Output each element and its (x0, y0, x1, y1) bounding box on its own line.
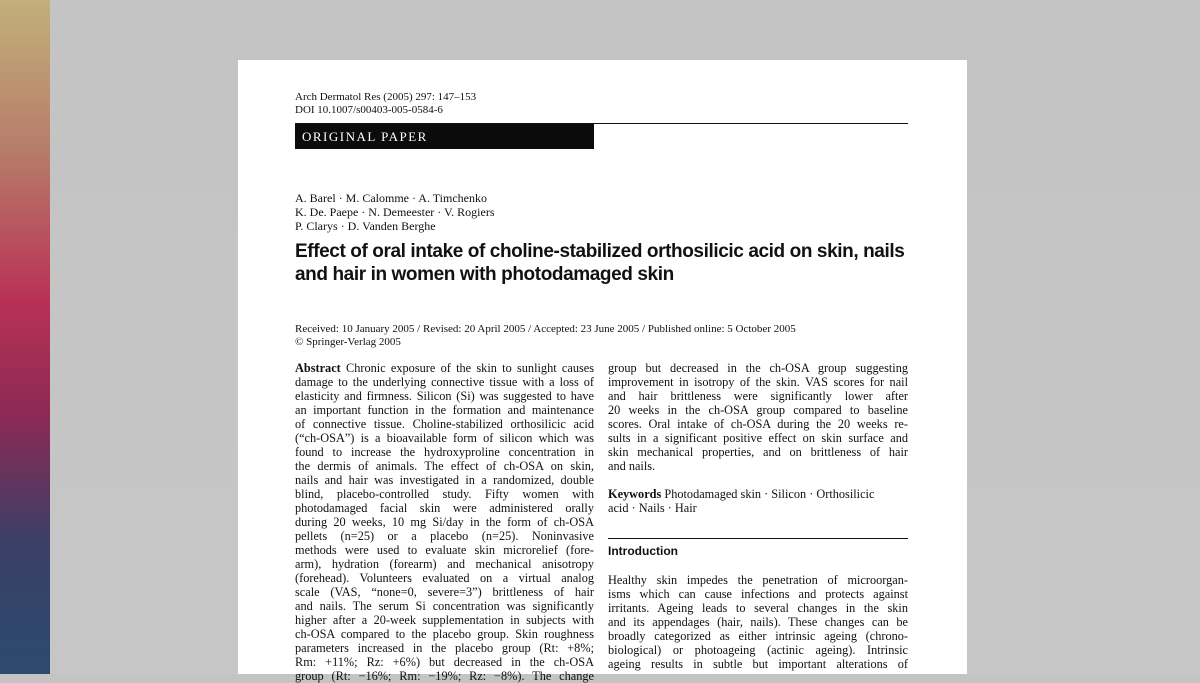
intro-rule (608, 538, 908, 539)
keywords-line: Keywords Photodamaged skin · Silicon · Orthosilicic (608, 487, 875, 501)
text-line: and its appendages (hair, nails). These changes can be (608, 615, 908, 629)
text-line: (forehead). Volunteers evaluated on a virtual analog (295, 571, 594, 585)
text-line: sults in a significant positive effect on skin surface and (608, 431, 908, 445)
author-line: A. Barel · M. Calomme · A. Timchenko (295, 191, 487, 205)
text-line: an important function in the formation and maintenance (295, 403, 594, 417)
text-line: isms which can cause infections and protects against (608, 587, 908, 601)
introduction-heading: Introduction (608, 544, 678, 558)
abstract-continued (608, 361, 908, 473)
text-line: parameters increased in the placebo group (Rt: +8%; (295, 641, 594, 655)
text-line: damage to the underlying connective tissue with a loss of (295, 375, 594, 389)
keywords-label: Keywords (608, 487, 662, 501)
copyright-line: © Springer-Verlag 2005 (295, 336, 401, 348)
text-line: during 20 weeks, 10 mg Si/day in the form of ch-OSA (295, 515, 594, 529)
text-line: ch-OSA compared to the placebo group. Skin roughness (295, 627, 594, 641)
text-line: scores. Oral intake of ch-OSA during the 20 weeks re- (608, 417, 908, 431)
article-type-banner: ORIGINAL PAPER (295, 124, 594, 149)
text-line: found to increase the hydroxyproline concentration in (295, 445, 594, 459)
article-title (295, 240, 915, 286)
text-line: elasticity and firmness. Silicon (Si) was suggested to have (295, 389, 594, 403)
abstract-label: Abstract (295, 361, 341, 375)
text-line: arm), hydration (forearm) and mechanical anisotropy (295, 557, 594, 571)
paper-page (238, 60, 967, 683)
received-dates (295, 323, 796, 349)
text-line: improvement in isotropy of the skin. VAS scores for nail (608, 375, 908, 389)
text-line: and hair brittleness were significantly lower after (608, 389, 908, 403)
abstract-lines (295, 375, 594, 683)
journal-doi: DOI 10.1007/s00403-005-0584-6 (295, 104, 443, 116)
author-list (295, 191, 495, 233)
text-line: (“ch-OSA”) is a bioavailable form of silicon which was (295, 431, 594, 445)
title-line: and hair in women with photodamaged skin (295, 264, 674, 285)
author-line: K. De. Paepe · N. Demeester · V. Rogiers (295, 205, 495, 219)
text-line: of connective tissue. Choline-stabilized orthosilicic acid (295, 417, 594, 431)
text-line: group but decreased in the ch-OSA group suggesting (608, 361, 908, 375)
text-line: ageing results in subtle but important alterations of (608, 657, 908, 671)
text-line: photodamaged facial skin were administered orally (295, 501, 594, 515)
text-line: nails and hair was investigated in a randomized, double (295, 473, 594, 487)
text-line: Healthy skin impedes the penetration of microorgan- (608, 573, 908, 587)
keywords-line: acid · Nails · Hair (608, 501, 697, 515)
text-line: and nails. (608, 459, 656, 473)
journal-header (295, 91, 476, 117)
text-line: the dermis of animals. The effect of ch-OSA on skin, (295, 459, 594, 473)
introduction-text (608, 573, 908, 671)
text-line: and nails. The serum Si concentration was significantly (295, 599, 594, 613)
keywords (608, 487, 908, 515)
author-line: P. Clarys · D. Vanden Berghe (295, 219, 436, 233)
text-line: skin mechanical properties, and on brittleness of hair (608, 445, 908, 459)
text-line: blind, placebo-controlled study. Fifty women with (295, 487, 594, 501)
text-line: irritants. Ageing leads to several changes in the skin (608, 601, 908, 615)
text-line: broadly categorized as either intrinsic ageing (chrono- (608, 629, 908, 643)
dates-line: Received: 10 January 2005 / Revised: 20 April 2005 / Accepted: 23 June 2005 / Published online: 5 October 2005 (295, 323, 796, 335)
text-line: Rm: +11%; Rz: +6%) but decreased in the ch-OSA (295, 655, 594, 669)
title-line: Effect of oral intake of choline-stabilized orthosilicic acid on skin, nails (295, 241, 905, 262)
abstract-column (295, 361, 594, 683)
text-line: biological) or photoageing (actinic ageing). Intrinsic (608, 643, 908, 657)
journal-citation: Arch Dermatol Res (2005) 297: 147–153 (295, 91, 477, 103)
text-line: group (Rt: −16%; Rm: −19%; Rz: −8%). The change (295, 669, 594, 683)
text-line: higher after a 20-week supplementation in subjects with (295, 613, 594, 627)
text-line: 20 weeks in the ch-OSA group compared to baseline (608, 403, 908, 417)
text-line: pellets (n=25) or a placebo (n=25). Noninvasive (295, 529, 594, 543)
left-edge-strip (0, 0, 50, 674)
text-line: scale (VAS, “none=0, severe=3”) brittleness of hair (295, 585, 594, 599)
abstract-first-line: Abstract Chronic exposure of the skin to sunlight causes (295, 361, 594, 375)
text-line: methods were used to evaluate skin microrelief (fore- (295, 543, 594, 557)
abstract-right-lines (608, 361, 908, 473)
